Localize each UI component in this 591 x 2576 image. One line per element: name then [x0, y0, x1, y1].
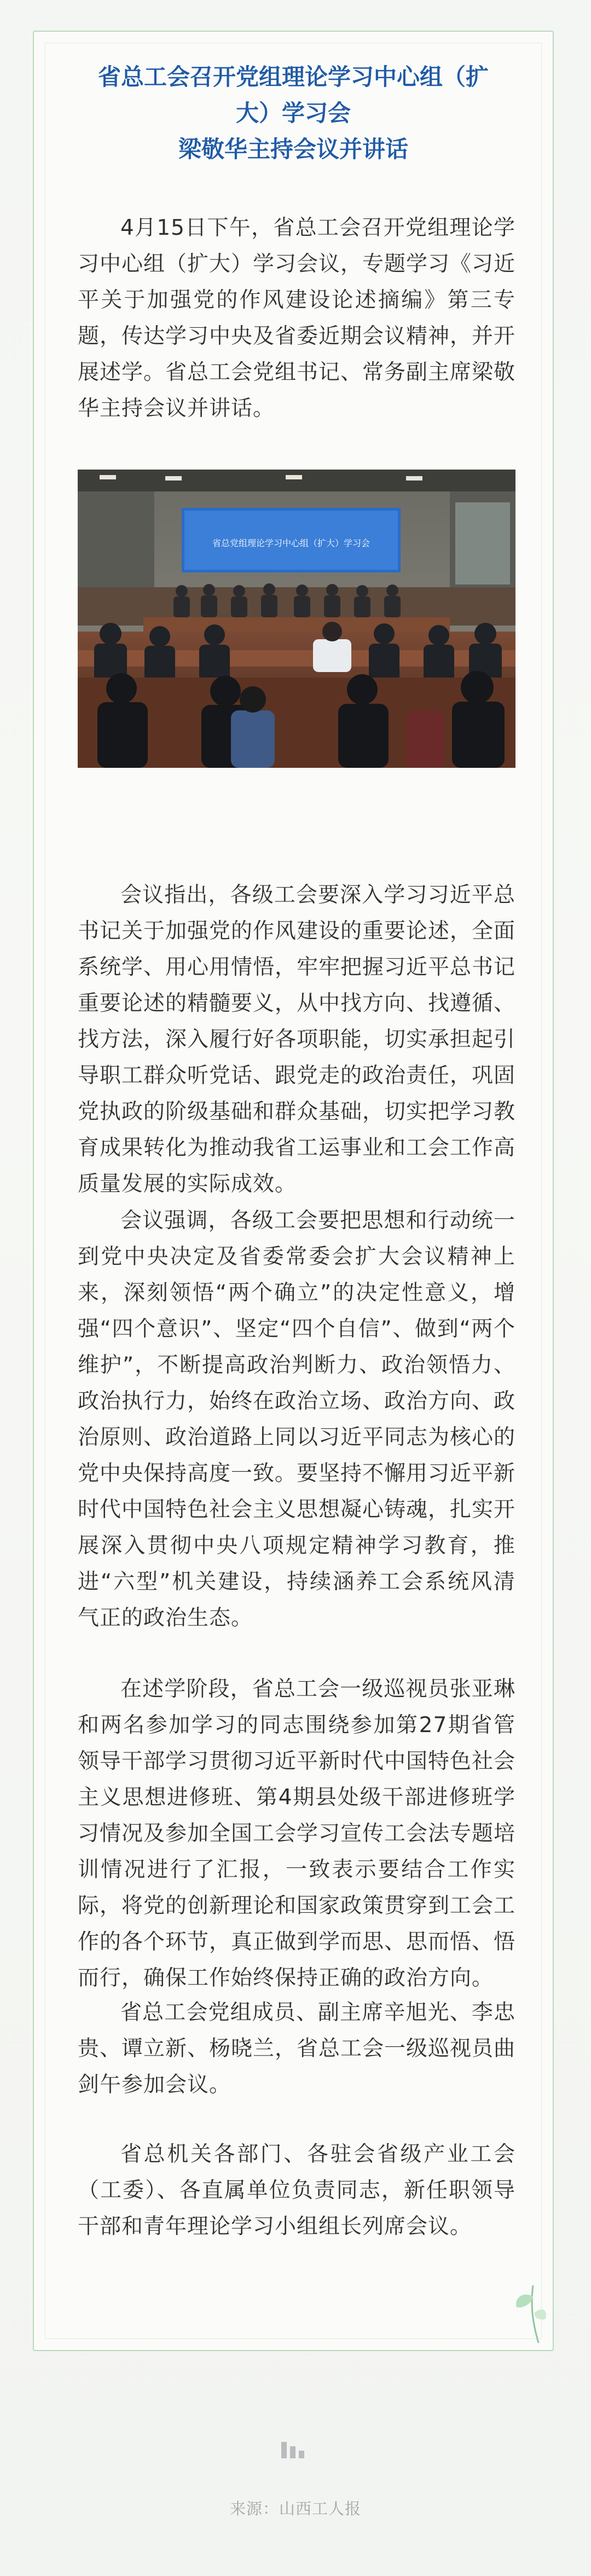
source-attribution: 来源：山西工人报: [229, 2499, 361, 2518]
meeting-photo-illustration: [78, 470, 515, 768]
paragraph-attendees: 省总工会党组成员、副主席辛旭光、李忠贵、谭立新、杨晓兰，省总工会一级巡视员曲剑午参加会议。: [78, 2000, 516, 2097]
paragraph-study-report: 在述学阶段，省总工会一级巡视员张亚琳和两名参加学习的同志围绕参加第27期省管领导干部学习贯彻习近平新时代中国特色社会主义思想进修班、第4期县处级干部进修班学习情况及参加全国工会学习宣传工会法专题培训情况进行了汇报，一致表示要结合工作实际，将党的创新理论和国家政策贯穿到工会工作的各个环节，真正做到学而思、思而悟、悟而行，确保工作始终保持正确的政治方向。: [78, 1677, 516, 1990]
title-line-3: 梁敬华主持会议并讲话: [178, 136, 408, 163]
screen-banner-text: 省总党组理论学习中心组（扩大）学习会: [212, 538, 370, 548]
article-card: [33, 31, 554, 2351]
title-line-1: 省总工会召开党组理论学习中心组（扩: [97, 63, 489, 90]
bar-mark-icon: [279, 2439, 312, 2461]
title-line-2: 大）学习会: [235, 100, 351, 126]
leaf-decoration-icon: [500, 2274, 549, 2346]
paragraph-intro: 4月15日下午，省总工会召开党组理论学习中心组（扩大）学习会议，专题学习《习近平关于加强党的作风建设论述摘编》第三专题，传达学习中央及省委近期会议精神，并开展述学。省总工会党组书记、常务副主席梁敬华主持会议并讲话。: [78, 216, 516, 421]
paragraph-meeting-emphasized: 会议强调，各级工会要把思想和行动统一到党中央决定及省委常委会扩大会议精神上来，深刻领悟“两个确立”的决定性意义，增强“四个意识”、坚定“四个自信”、做到“两个维护”，不断提高政治判断力、政治领悟力、政治执行力，始终在政治立场、政治方向、政治原则、政治道路上同以习近平同志为核心的党中央保持高度一致。要坚持不懈用习近平新时代中国特色社会主义思想凝心铸魂，扎实开展深入贯彻中央八项规定精神学习教育，推进“六型”机关建设，持续涵养工会系统风清气正的政治生态。: [78, 1208, 516, 1630]
meeting-photo: [78, 470, 515, 768]
paragraph-observers: 省总机关各部门、各驻会省级产业工会（工委）、各直属单位负责同志，新任职领导干部和青年理论学习小组组长列席会议。: [78, 2142, 515, 2239]
article-title: [67, 59, 520, 167]
paragraph-meeting-pointed-out: 会议指出，各级工会要深入学习习近平总书记关于加强党的作风建设的重要论述，全面系统学、用心用情悟，牢牢把握习近平总书记重要论述的精髓要义，从中找方向、找遵循、找方法，深入履行好各项职能，切实承担起引导职工群众听党话、跟党走的政治责任，巩固党执政的阶级基础和群众基础，切实把学习教育成果转化为推动我省工运事业和工会工作高质量发展的实际成效。: [78, 883, 516, 1196]
